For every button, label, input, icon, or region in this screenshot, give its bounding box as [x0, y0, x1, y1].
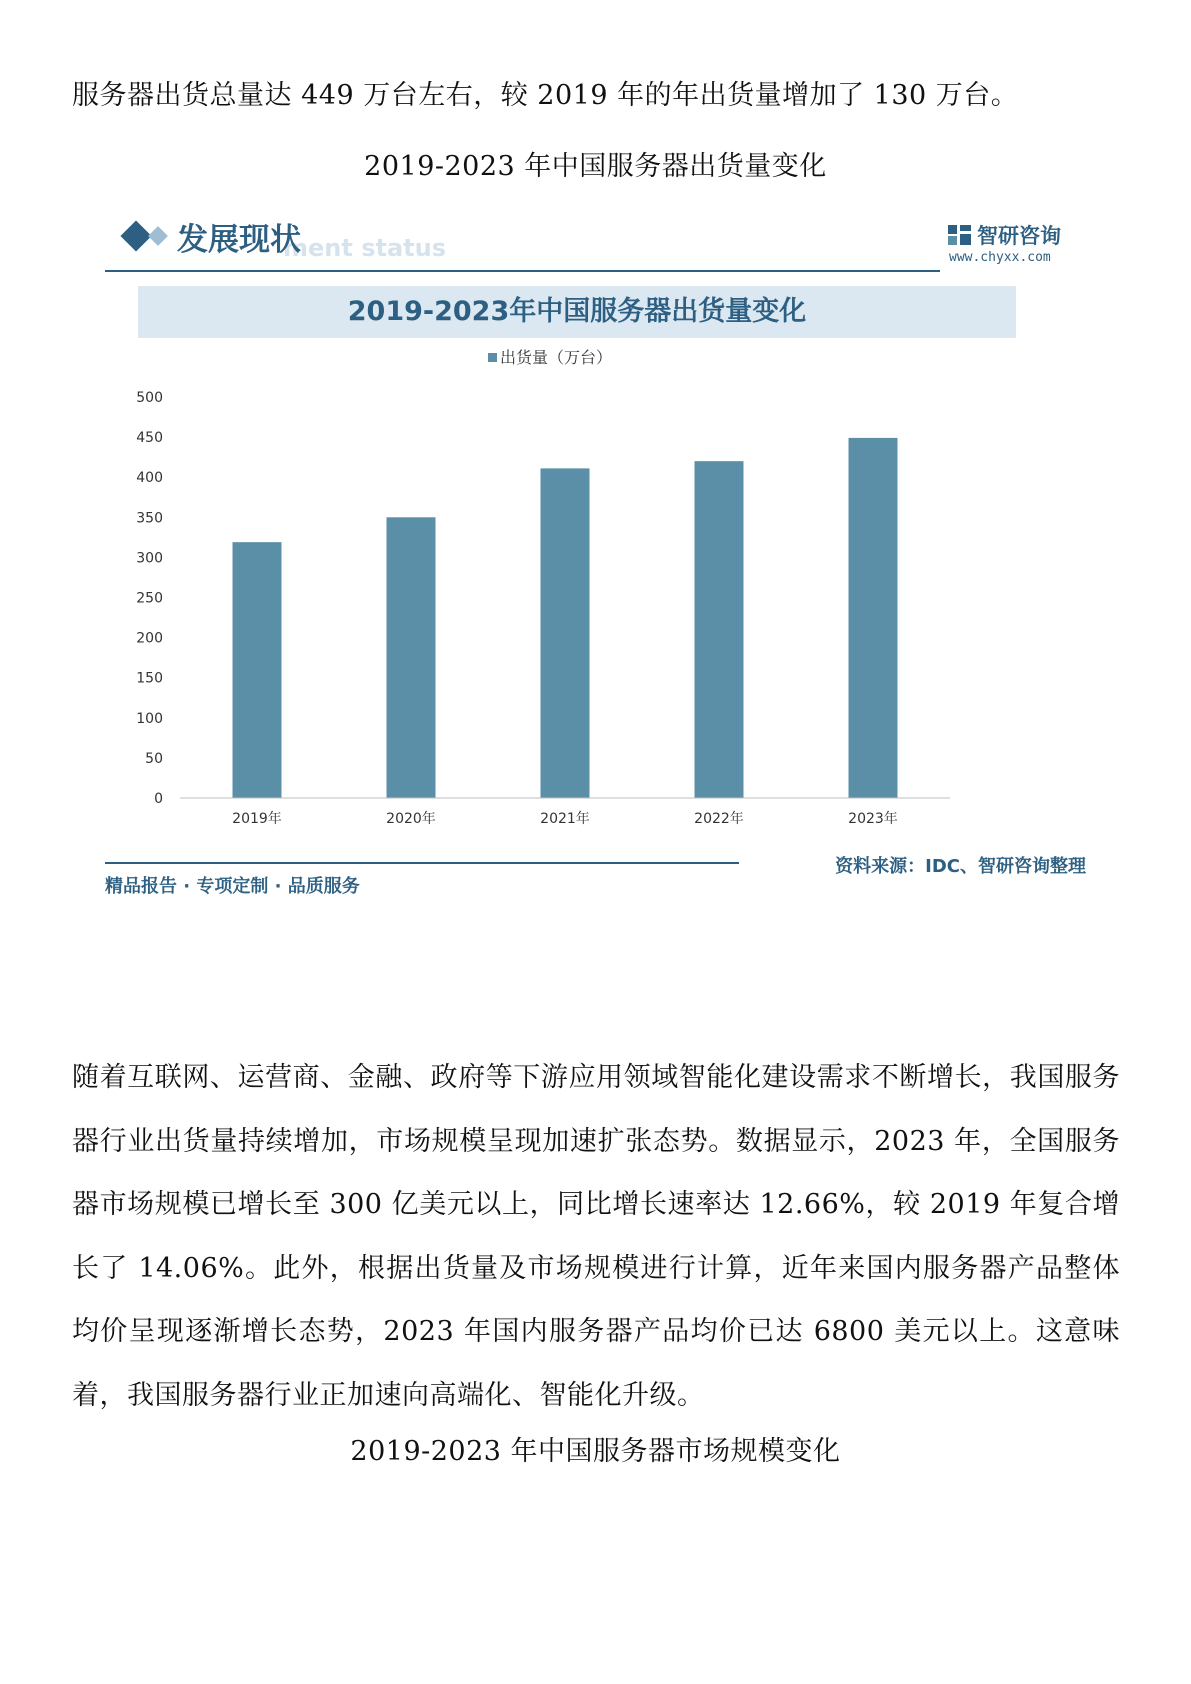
brand-name: 智研咨询: [977, 224, 1061, 248]
y-tick-label: 450: [136, 430, 163, 447]
body-paragraph: 随着互联网、运营商、金融、政府等下游应用领域智能化建设需求不断增长，我国服务器行业出货量持续增加，市场规模呈现加速扩张态势。数据显示，2023 年，全国服务器市场规模已增长至 300 亿美元以上，同比增长速率达 12.66%，较 2019 年复合增长了 14.06%。此外，根据出货量及市场规模进行计算，近年来国内服务器产品整体均价呈现逐渐增长态势，2023 年国内服务器产品均价已达 6800 美元以上。这意味着，我国服务器行业正加速向高端化、智能化升级。: [72, 1062, 1120, 1411]
diamond-icon: [148, 226, 168, 246]
bar: [233, 542, 282, 798]
intro-paragraph: 服务器出货总量达 449 万台左右，较 2019 年的年出货量增加了 130 万台。: [72, 80, 1019, 111]
chart-figure: [105, 200, 1090, 980]
footer-slogan: 精品报告 · 专项定制 · 品质服务: [105, 876, 360, 897]
figure-caption: 2019-2023 年中国服务器出货量变化: [364, 151, 827, 182]
chart-title-bar: [138, 286, 1016, 338]
brand-logo: [947, 218, 1087, 268]
brand-mark-icon: [947, 222, 973, 248]
chart-legend: [488, 348, 612, 367]
x-tick-label: 2020年: [386, 811, 436, 827]
y-tick-label: 100: [136, 710, 163, 727]
y-tick-label: 500: [136, 390, 163, 406]
y-tick-label: 400: [136, 470, 163, 487]
x-tick-label: 2023年: [848, 811, 898, 827]
x-tick-label: 2019年: [232, 811, 282, 827]
data-source: 资料来源：IDC、智研咨询整理: [835, 856, 1086, 877]
bar-series: [233, 438, 898, 798]
footer-divider: [105, 862, 739, 864]
second-figure-caption: 2019-2023 年中国服务器市场规模变化: [350, 1436, 841, 1467]
bar: [541, 468, 590, 798]
y-tick-label: 200: [136, 630, 163, 647]
bar: [695, 461, 744, 798]
bar-chart: [105, 340, 1090, 840]
chart-title: 2019-2023年中国服务器出货量变化: [347, 296, 807, 327]
y-tick-label: 50: [145, 750, 163, 767]
y-tick-label: 250: [136, 590, 163, 607]
diamond-icon: [120, 220, 151, 251]
x-axis: [232, 810, 898, 827]
x-tick-label: 2021年: [540, 811, 590, 827]
section-header: 发展现状: [177, 222, 301, 258]
legend-swatch: [488, 353, 497, 362]
header-divider: [105, 270, 940, 272]
x-tick-label: 2022年: [694, 811, 744, 827]
y-tick-label: 300: [136, 550, 163, 567]
y-tick-label: 350: [136, 510, 163, 527]
y-axis: [136, 390, 163, 807]
bar: [387, 517, 436, 798]
header-watermark: ment status: [283, 234, 446, 262]
legend-label: 出货量（万台）: [500, 348, 613, 367]
bar: [849, 438, 898, 798]
brand-url: www.chyxx.com: [949, 250, 1051, 265]
y-tick-label: 0: [154, 791, 163, 807]
y-tick-label: 150: [136, 670, 163, 687]
